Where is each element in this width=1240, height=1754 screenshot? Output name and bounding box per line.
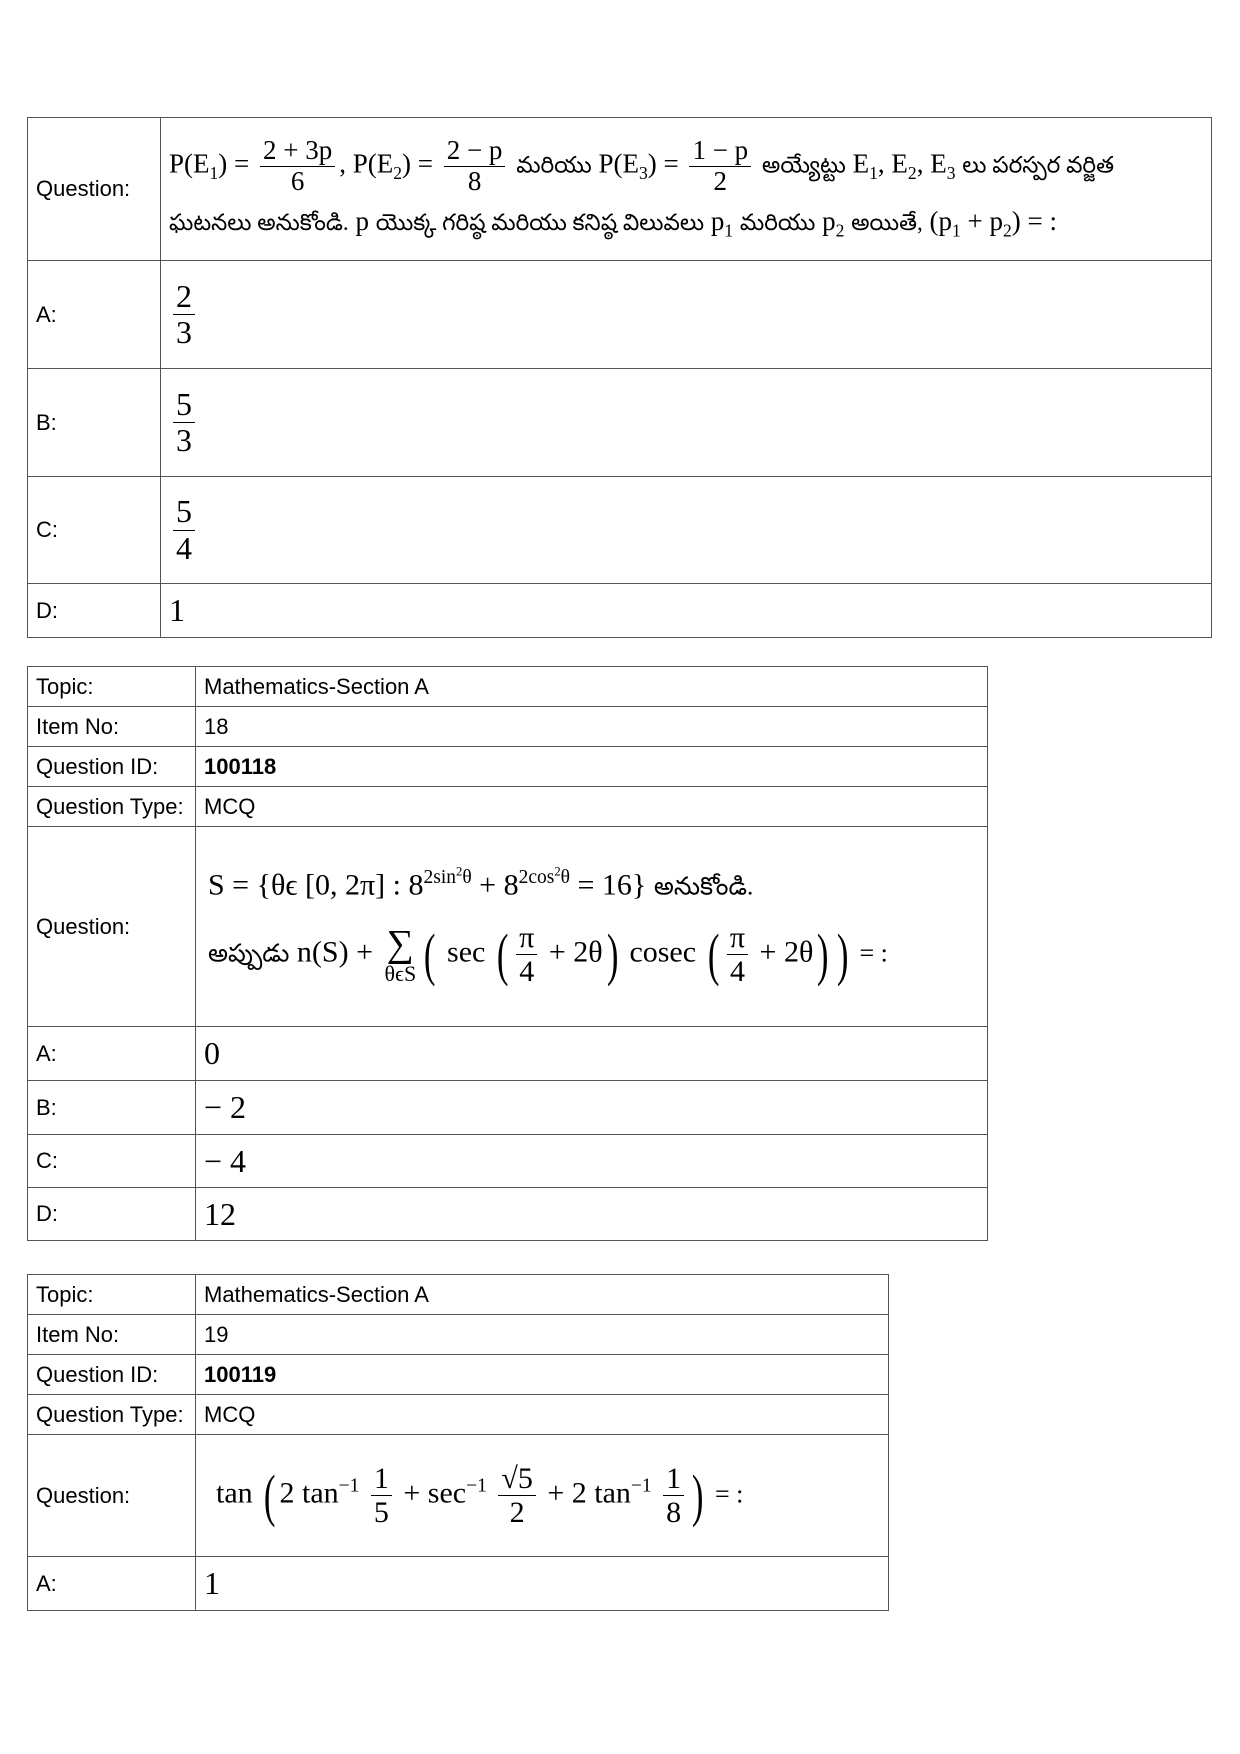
option-a-num: 2	[173, 279, 195, 315]
question-label: Question:	[28, 827, 196, 1027]
question-text	[196, 1435, 889, 1557]
p2-sub: 2	[835, 220, 845, 241]
exponent-1-square: 2	[456, 864, 463, 879]
one-fifth-fraction	[371, 1462, 392, 1529]
fraction-3-den: 2	[713, 165, 728, 196]
question-id-value: 100118	[196, 747, 988, 787]
ayyettu-text: అయ్యేట్టు	[761, 152, 846, 178]
plus-two-theta-2: + 2θ	[759, 935, 814, 969]
question-text	[196, 827, 988, 1027]
one-eighth-fraction	[663, 1462, 684, 1529]
fraction-3	[689, 136, 751, 196]
pe2-close: ) =	[401, 148, 433, 179]
ayite-text: అయితే,	[851, 210, 923, 236]
pe2-text: , P(E	[339, 148, 394, 179]
topic-label: Topic:	[28, 667, 196, 707]
option-b-label: B:	[28, 369, 161, 477]
question-19-table	[27, 1274, 889, 1611]
close-paren-2: )	[817, 921, 829, 987]
mariyu-text: మరియు	[516, 152, 592, 178]
question-id-label: Question ID:	[28, 1355, 196, 1395]
option-a-fraction	[173, 279, 195, 350]
fraction-1-den: 6	[290, 165, 305, 196]
pe3-text: P(E	[598, 148, 639, 179]
sum-sub-2: 2	[1003, 220, 1012, 241]
question-line-2	[204, 921, 979, 988]
open-paren: (	[264, 1462, 276, 1528]
question-line-1	[204, 865, 979, 908]
topic-value: Mathematics-Section A	[196, 1275, 889, 1315]
events-text: ఘటనలు అనుకోండి.	[169, 210, 349, 236]
set-definition: S = {θϵ [0, 2π] : 8	[208, 868, 424, 902]
option-a-label: A:	[28, 1027, 196, 1081]
pi-over-4-fraction	[516, 921, 537, 988]
pe1-sub: 1	[209, 162, 219, 183]
pe3-close: ) =	[647, 148, 679, 179]
fraction-2-num: 2 − p	[444, 136, 506, 167]
option-d-text: 1	[169, 592, 185, 628]
fraction-1	[260, 136, 335, 196]
topic-label: Topic:	[28, 1275, 196, 1315]
question-type-value: MCQ	[196, 787, 988, 827]
e1-sub: 1	[869, 162, 878, 183]
cosec-text: cosec	[629, 935, 697, 969]
inverse-2: −1	[466, 1475, 487, 1497]
option-a-label: A:	[28, 1557, 196, 1611]
question-expression	[204, 1462, 880, 1529]
fraction-3-num: 1 − p	[689, 136, 751, 167]
question-line-2	[169, 206, 1203, 242]
option-d-label: D:	[28, 584, 161, 638]
root5-den: 2	[509, 1496, 525, 1529]
equals-sixteen: = 16}	[570, 868, 647, 902]
pe2-sub: 2	[393, 162, 402, 183]
question-label: Question:	[28, 118, 161, 261]
p-symbol: p	[355, 206, 369, 237]
one-fifth-num: 1	[371, 1462, 392, 1496]
close-paren-1: )	[606, 921, 619, 987]
p1-symbol: p	[710, 206, 725, 237]
fraction-1-num: 2 + 3p	[260, 136, 335, 167]
e-sep-2: , E	[916, 148, 947, 179]
question-18-table	[27, 666, 988, 1241]
option-d-text: 12	[204, 1195, 236, 1232]
question-17-table	[27, 117, 1212, 638]
sum-sub-1: 1	[952, 220, 961, 241]
pe3-sub: 3	[638, 162, 648, 183]
option-a-text: 1	[204, 1565, 220, 1601]
pe1-close: ) =	[218, 148, 250, 179]
equals-colon: = :	[715, 1479, 744, 1509]
option-b-label: B:	[28, 1081, 196, 1135]
exponent-1	[423, 864, 472, 889]
question-type-value: MCQ	[196, 1395, 889, 1435]
open-paren-outer: (	[424, 921, 436, 987]
sigma-icon: ∑	[386, 922, 414, 965]
pi-num: π	[516, 921, 537, 955]
open-paren-1: (	[496, 921, 509, 987]
option-d-label: D:	[28, 1188, 196, 1241]
max-min-text: యొక్క గరిష్ఠ మరియు కనిష్ఠ విలువలు	[375, 210, 705, 236]
option-c-value	[196, 1135, 988, 1188]
exponent-2	[518, 864, 571, 889]
e-text: E	[852, 148, 870, 179]
plus-two-theta: + 2θ	[548, 935, 603, 969]
inverse-3: −1	[630, 1475, 652, 1497]
four-den-2: 4	[729, 955, 745, 989]
one-eighth-den: 8	[666, 1496, 682, 1529]
e-sep-1: , E	[877, 148, 908, 179]
fraction-2	[444, 136, 506, 196]
one-eighth-num: 1	[663, 1462, 684, 1496]
exponent-1-theta: θ	[462, 867, 472, 889]
option-a-value	[196, 1027, 988, 1081]
option-c-text: − 4	[204, 1142, 247, 1179]
question-text	[161, 118, 1212, 261]
root5-num: √5	[498, 1462, 535, 1496]
appudu-text: అప్పుడు	[208, 940, 290, 968]
item-no-value: 18	[196, 707, 988, 747]
option-b-fraction	[173, 387, 195, 458]
sum-open: (p	[929, 206, 953, 237]
option-b-value	[161, 369, 1212, 477]
option-c-den: 4	[176, 529, 192, 566]
option-c-num: 5	[173, 494, 195, 530]
one-fifth-den: 5	[373, 1496, 389, 1529]
exponent-2-theta: θ	[560, 867, 571, 889]
plus-sec-text: + sec	[403, 1476, 467, 1510]
question-label: Question:	[28, 1435, 196, 1557]
option-b-value	[196, 1081, 988, 1135]
question-id-label: Question ID:	[28, 747, 196, 787]
option-d-value	[196, 1188, 988, 1241]
sum-close: ) = :	[1011, 206, 1058, 237]
item-no-label: Item No:	[28, 1315, 196, 1355]
option-a-label: A:	[28, 261, 161, 369]
fraction-2-den: 8	[467, 165, 482, 196]
exponent-1-text: 2sin	[423, 867, 456, 889]
question-line-1	[169, 136, 1203, 196]
pi-num-2: π	[727, 921, 748, 955]
option-d-value	[161, 584, 1212, 638]
item-no-label: Item No:	[28, 707, 196, 747]
plus-eight: + 8	[471, 868, 519, 902]
root5-over-2-fraction	[498, 1462, 535, 1529]
exponent-2-text: 2cos	[518, 867, 555, 889]
option-a-den: 3	[176, 314, 192, 350]
four-den: 4	[519, 955, 535, 989]
option-c-fraction	[173, 494, 195, 565]
e3-sub: 3	[946, 162, 956, 183]
question-id-value: 100119	[196, 1355, 889, 1395]
option-a-text: 0	[204, 1035, 220, 1071]
option-a-value	[161, 261, 1212, 369]
option-c-label: C:	[28, 477, 161, 584]
e2-sub: 2	[907, 162, 917, 183]
summation	[384, 922, 417, 986]
close-paren: )	[692, 1462, 704, 1528]
plus-two-tan-text: + 2 tan	[547, 1476, 631, 1510]
anukondi-text: అనుకోండి.	[653, 873, 754, 901]
close-paren-outer: )	[836, 921, 849, 987]
option-c-label: C:	[28, 1135, 196, 1188]
p2-symbol: p	[822, 206, 836, 237]
option-b-text: − 2	[204, 1089, 247, 1125]
pi-over-4-fraction-2	[727, 921, 748, 988]
option-b-num: 5	[173, 387, 195, 423]
mutually-exclusive-text: లు పరస్పర వర్జిత	[962, 152, 1114, 178]
sigma-subscript: θϵS	[384, 960, 417, 986]
equals-colon: = :	[859, 938, 888, 968]
open-paren-2: (	[707, 921, 720, 987]
question-type-label: Question Type:	[28, 1395, 196, 1435]
question-type-label: Question Type:	[28, 787, 196, 827]
option-a-value	[196, 1557, 889, 1611]
item-no-value: 19	[196, 1315, 889, 1355]
inverse-1: −1	[338, 1475, 360, 1497]
topic-value: Mathematics-Section A	[196, 667, 988, 707]
sum-plus: + p	[960, 206, 1004, 237]
p1-sub: 1	[724, 220, 734, 241]
sec-text: sec	[447, 935, 486, 969]
tan-text: tan	[216, 1476, 253, 1510]
two-tan-text: 2 tan	[279, 1476, 339, 1510]
ns-text: n(S) +	[296, 935, 373, 969]
mariyu-text-2: మరియు	[739, 210, 816, 236]
exponent-2-square: 2	[554, 864, 561, 879]
pe1-text: P(E	[169, 148, 210, 179]
option-b-den: 3	[176, 422, 192, 458]
option-c-value	[161, 477, 1212, 584]
